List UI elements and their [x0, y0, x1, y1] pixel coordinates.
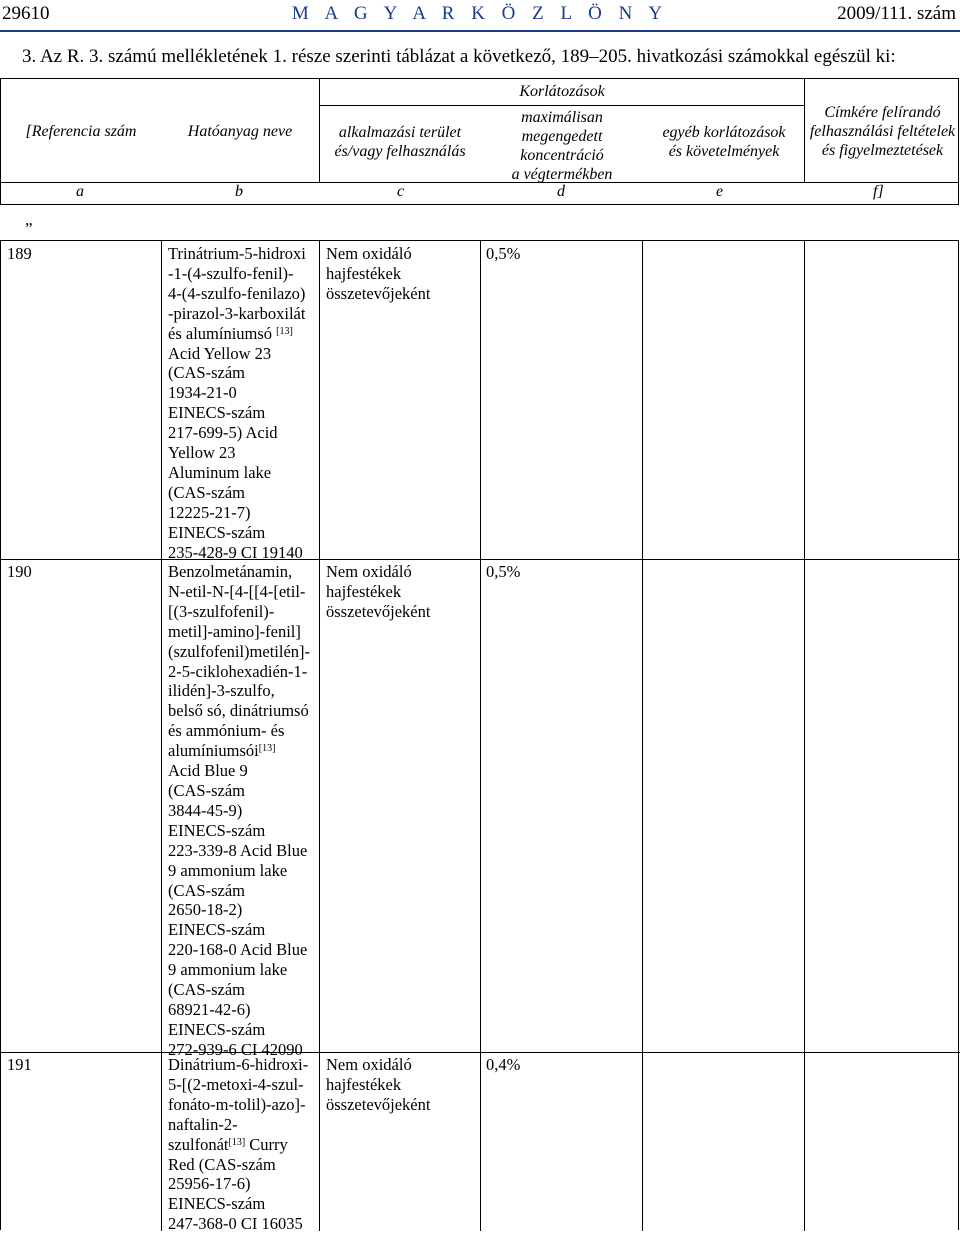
- substance-line-text: 3844-45-9): [168, 800, 243, 820]
- column-divider: [642, 241, 643, 1231]
- header-other-restrictions: [643, 123, 805, 161]
- substance-line-text: 9 ammonium lake: [168, 860, 288, 880]
- scope-line: összetevőjeként: [326, 283, 431, 303]
- substance-line-text: Yellow 23: [168, 443, 236, 463]
- substance-line: [168, 1174, 318, 1194]
- substance-line-text: EINECS-szám: [168, 522, 266, 542]
- opening-quote: „: [25, 210, 33, 229]
- substance-line-text: (CAS-szám: [168, 980, 245, 1000]
- column-divider: [804, 241, 805, 1231]
- header-conc-line: maximálisan: [521, 109, 603, 126]
- substance-line: [168, 543, 318, 563]
- substance-line: [168, 423, 318, 443]
- substance-line-text: 247-368-0 CI 16035: [168, 1214, 303, 1234]
- scope-line: hajfestékek: [326, 581, 402, 601]
- substance-line-text: (CAS-szám: [168, 880, 245, 900]
- substance-line: [168, 881, 318, 901]
- substance-line-text: 9 ammonium lake: [168, 960, 288, 980]
- column-letter-b: b: [235, 183, 243, 200]
- substance-line-text: EINECS-szám: [168, 403, 266, 423]
- table-body: [0, 240, 959, 1234]
- substance-line: [168, 582, 318, 602]
- header-label-line: és figyelmeztetések: [821, 142, 944, 159]
- column-divider: [480, 241, 481, 1231]
- row-substance-name: [168, 562, 318, 1060]
- substance-line: [168, 264, 318, 284]
- substance-line-text: 25956-17-6): [168, 1174, 251, 1194]
- substance-line-text: Red (CAS-szám: [168, 1154, 276, 1174]
- column-letter-c: c: [397, 183, 405, 200]
- substance-line-text: 235-428-9 CI 19140: [168, 542, 303, 562]
- intro-paragraph: 3. Az R. 3. számú mellékletének 1. része szerinti táblázat a következő, 189–205. hivatkozási számokkal egészül ki:: [22, 46, 896, 67]
- substance-line: [168, 1055, 318, 1075]
- substance-line: [168, 940, 318, 960]
- substance-line: [168, 761, 318, 781]
- row-max-concentration: 0,5%: [486, 562, 521, 581]
- substance-line-text: 1934-21-0: [168, 383, 237, 403]
- substance-line-text: és alumíniumsó: [168, 323, 277, 343]
- column-letter-d: d: [557, 183, 565, 200]
- substance-line-text: (CAS-szám: [168, 363, 245, 383]
- scope-line: hajfestékek: [326, 263, 402, 283]
- substance-line: [168, 1115, 318, 1135]
- substance-line: [168, 1214, 318, 1234]
- substance-line: [168, 642, 318, 662]
- substance-line: [168, 741, 318, 761]
- row-reference-number: 190: [7, 562, 32, 581]
- substance-line-text: 217-699-5) Acid: [168, 423, 278, 443]
- substance-line-text: 68921-42-6): [168, 999, 251, 1019]
- substance-line: [168, 781, 318, 801]
- substance-line: [168, 483, 318, 503]
- substance-line-text: Dinátrium-6-hidroxi-: [168, 1055, 309, 1074]
- header-scope-line: alkalmazási terület: [338, 124, 462, 141]
- substance-line-text: -pirazol-3-karboxilát: [168, 303, 306, 323]
- substance-line: [168, 681, 318, 701]
- substance-line-text: EINECS-szám: [168, 1194, 266, 1214]
- substance-line: [168, 1000, 318, 1020]
- substance-line-text: Benzolmetánamin,: [168, 562, 293, 581]
- row-divider: [1, 559, 960, 560]
- substance-line: [168, 841, 318, 861]
- header-other-line: és követelmények: [668, 143, 780, 160]
- header-divider: [319, 105, 805, 106]
- journal-title: M A G Y A R K Ö Z L Ö N Y: [291, 3, 669, 24]
- substance-line-text: szulfonát: [168, 1134, 229, 1154]
- substance-line: [168, 304, 318, 324]
- substance-line-text: 5-[(2-metoxi-4-szul-: [168, 1074, 304, 1094]
- row-reference-number: 189: [7, 244, 32, 263]
- substance-line-text: [(3-szulfofenil)-: [168, 601, 275, 621]
- header-conc-line: koncentráció: [520, 147, 604, 164]
- substance-line: [168, 344, 318, 364]
- page-number: 29610: [2, 3, 50, 24]
- scope-line: összetevőjeként: [326, 1094, 431, 1114]
- row-scope-of-use: [326, 1055, 476, 1115]
- substance-line-text: N-etil-N-[4-[[4-[etil-: [168, 581, 306, 601]
- substance-line-text: ilidén]-3-szulfo,: [168, 681, 275, 701]
- substance-line: [168, 324, 318, 344]
- substance-line: [168, 801, 318, 821]
- header-label-line: felhasználási feltételek: [809, 123, 956, 140]
- row-max-concentration: 0,5%: [486, 244, 521, 263]
- substance-line-text: 12225-21-7): [168, 502, 251, 522]
- header-scope: [319, 123, 481, 161]
- substance-line-text: -1-(4-szulfo-fenil)-: [168, 263, 294, 283]
- row-reference-number: 191: [7, 1055, 32, 1074]
- substance-line-text: belső só, dinátriumsó: [168, 701, 309, 721]
- substance-line: [168, 1095, 318, 1115]
- substance-line: [168, 980, 318, 1000]
- substance-line: [168, 861, 318, 881]
- substance-line-text: Curry: [245, 1134, 288, 1154]
- scope-line: Nem oxidáló: [326, 1055, 412, 1074]
- footnote-reference: [13]: [276, 325, 293, 337]
- substance-line-text: EINECS-szám: [168, 820, 266, 840]
- row-divider: [1, 1052, 960, 1053]
- scope-line: hajfestékek: [326, 1074, 402, 1094]
- row-scope-of-use: [326, 562, 476, 622]
- table-header: [0, 78, 959, 205]
- header-other-line: egyéb korlátozások: [662, 124, 786, 141]
- page-header: [0, 0, 960, 30]
- substance-line: [168, 562, 318, 582]
- substance-line: [168, 920, 318, 940]
- substance-line: [168, 463, 318, 483]
- header-restrictions: Korlátozások: [519, 83, 605, 100]
- header-label-conditions: [805, 103, 960, 160]
- substance-line: [168, 1194, 318, 1214]
- substance-line-text: 2650-18-2): [168, 900, 243, 920]
- footnote-reference: [13]: [228, 1136, 246, 1148]
- substance-line-text: naftalin-2-: [168, 1114, 238, 1134]
- row-scope-of-use: [326, 244, 476, 304]
- substance-line-text: fonáto-m-tolil)-azo]-: [168, 1094, 306, 1114]
- substance-line: [168, 523, 318, 543]
- column-divider: [161, 241, 162, 1231]
- substance-line: [168, 1075, 318, 1095]
- substance-line-text: 223-339-8 Acid Blue: [168, 840, 308, 860]
- header-rule: [0, 30, 960, 32]
- column-letter-a: a: [76, 183, 84, 200]
- substance-line: [168, 602, 318, 622]
- substance-line: [168, 1135, 318, 1155]
- substance-line: [168, 443, 318, 463]
- header-substance: Hatóanyag neve: [187, 123, 293, 140]
- substance-line: [168, 244, 318, 264]
- header-max-concentration: [481, 108, 643, 184]
- substance-line-text: metil]-amino]-fenil]: [168, 621, 301, 641]
- substance-line: [168, 960, 318, 980]
- substance-line: [168, 662, 318, 682]
- substance-line-text: (szulfofenil)metilén]-: [168, 641, 311, 661]
- substance-line-text: alumíniumsói: [168, 741, 259, 761]
- scope-line: Nem oxidáló: [326, 562, 412, 581]
- footnote-reference: [13]: [258, 743, 276, 755]
- header-conc-line: megengedett: [521, 128, 603, 145]
- column-letter-f: f]: [873, 183, 884, 200]
- header-divider: [1, 182, 959, 183]
- substance-line-text: (CAS-szám: [168, 780, 245, 800]
- substance-line-text: (CAS-szám: [168, 482, 245, 502]
- substance-line: [168, 622, 318, 642]
- substance-line-text: 2-5-ciklohexadién-1-: [168, 661, 308, 681]
- substance-line: [168, 721, 318, 741]
- substance-line: [168, 403, 318, 423]
- substance-line-text: 4-(4-szulfo-fenilazo): [168, 283, 306, 303]
- row-max-concentration: 0,4%: [486, 1055, 521, 1074]
- substance-line: [168, 1020, 318, 1040]
- column-divider: [319, 241, 320, 1231]
- scope-line: Nem oxidáló: [326, 244, 412, 263]
- scope-line: összetevőjeként: [326, 601, 431, 621]
- substance-line: [168, 701, 318, 721]
- substance-line: [168, 900, 318, 920]
- substance-line-text: 272-939-6 CI 42090: [168, 1039, 303, 1059]
- substance-line-text: Trinátrium-5-hidroxi: [168, 244, 306, 263]
- substance-line-text: Acid Blue 9: [168, 761, 248, 781]
- substance-line-text: 220-168-0 Acid Blue: [168, 940, 308, 960]
- row-substance-name: [168, 1055, 318, 1234]
- substance-line-text: EINECS-szám: [168, 920, 266, 940]
- substance-line-text: és ammónium- és: [168, 721, 285, 741]
- substance-line: [168, 1155, 318, 1175]
- header-reference: [Referencia szám: [25, 123, 137, 140]
- substance-line-text: Acid Yellow 23: [168, 343, 272, 363]
- column-letter-e: e: [716, 183, 724, 200]
- header-conc-line: a végtermékben: [511, 166, 613, 183]
- substance-line: [168, 821, 318, 841]
- issue-number: 2009/111. szám: [837, 3, 956, 24]
- header-scope-line: és/vagy felhasználás: [334, 143, 466, 160]
- substance-line: [168, 363, 318, 383]
- substance-line: [168, 383, 318, 403]
- header-label-line: Címkére felírandó: [824, 104, 941, 121]
- substance-line-text: Aluminum lake: [168, 462, 272, 482]
- substance-line-text: EINECS-szám: [168, 1019, 266, 1039]
- row-substance-name: [168, 244, 318, 563]
- substance-line: [168, 503, 318, 523]
- substance-line: [168, 284, 318, 304]
